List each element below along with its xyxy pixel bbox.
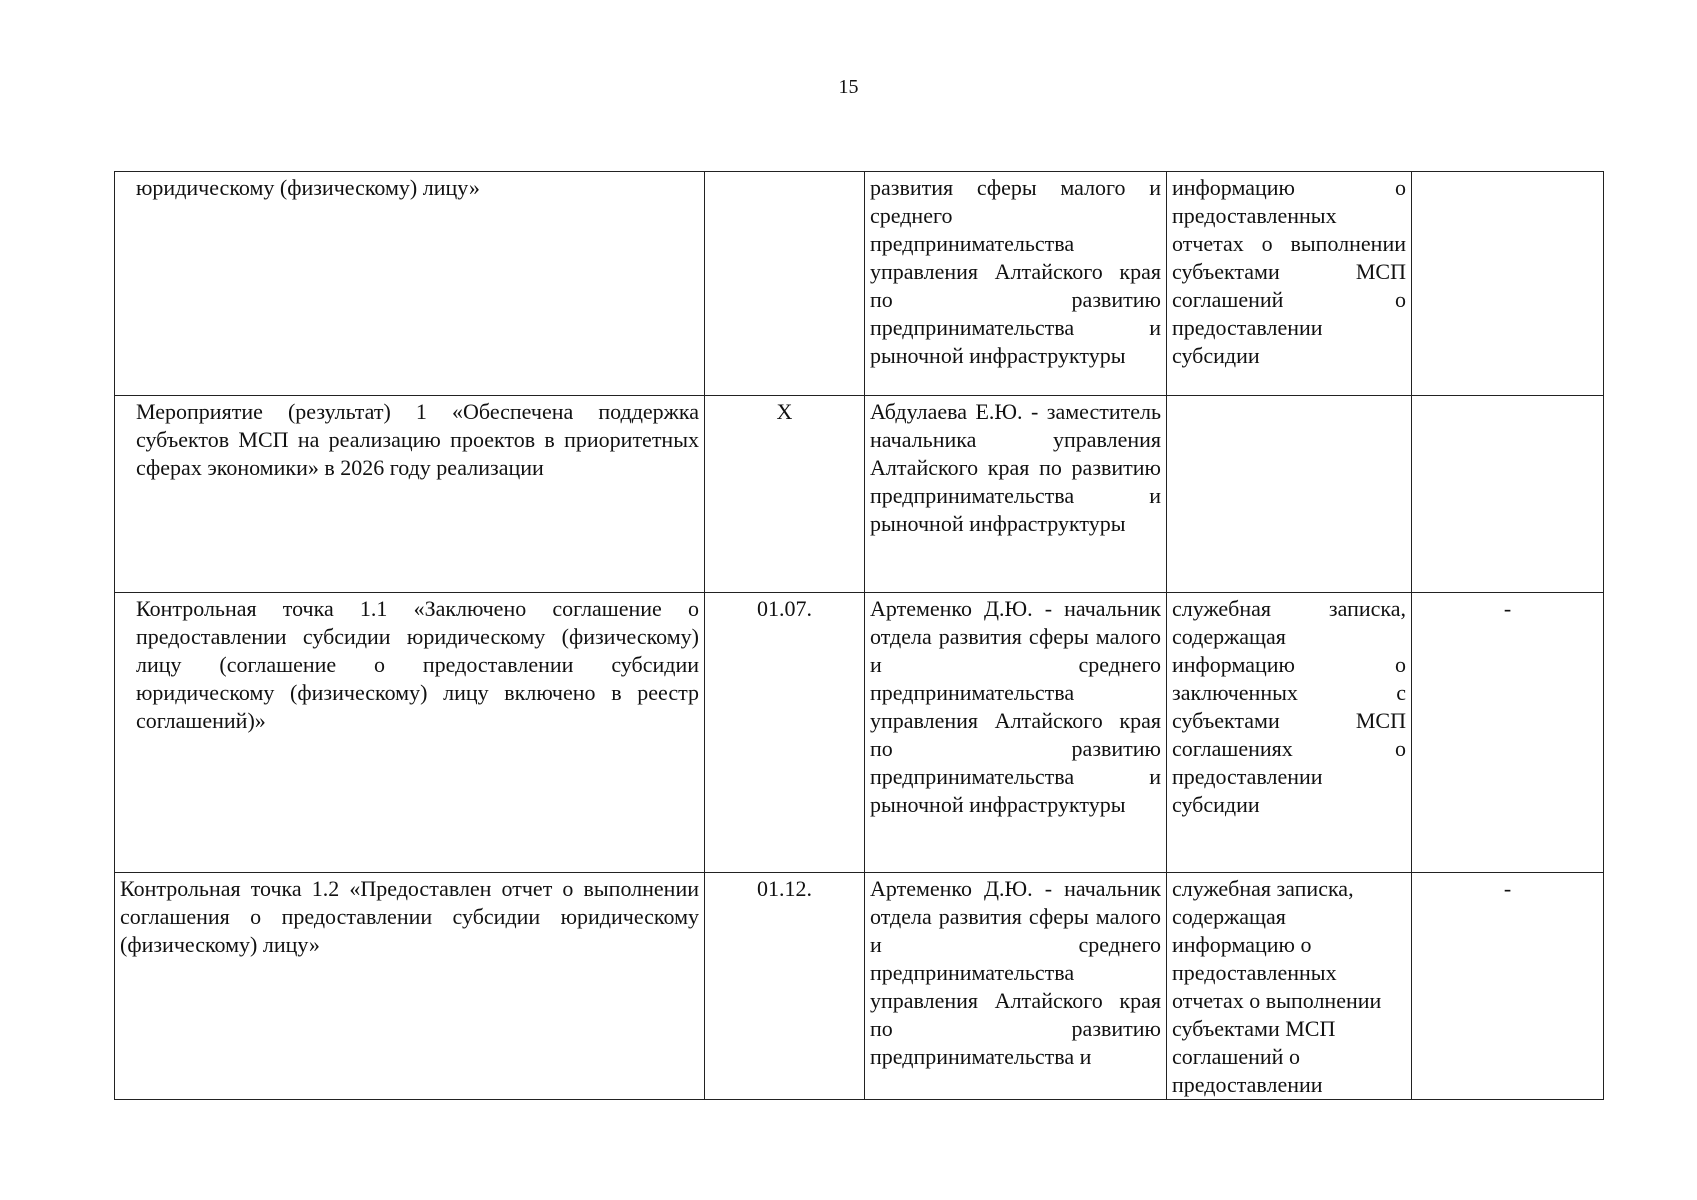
- document-cell: [1167, 593, 1412, 873]
- info-system-cell: [1412, 593, 1604, 873]
- event-name: Мероприятие (результат) 1 «Обеспечена поддержка субъектов МСП на реализацию проектов в приоритетных сферах экономики» в 2026 году реализации: [136, 399, 699, 480]
- page-number: 15: [838, 76, 859, 98]
- confirming-document: информацию о предоставленных отчетах о выполнении субъектами МСП соглашений о предоставлении субсидии: [1172, 175, 1406, 368]
- event-name-cell: [115, 396, 705, 593]
- event-name-cell: [115, 172, 705, 396]
- date-cell: [705, 873, 865, 1100]
- confirming-document: служебная записка, содержащая информацию о предоставленных отчетах о выполнении субъектами МСП соглашений о предоставлении: [1172, 876, 1382, 1097]
- responsible-cell: [865, 172, 1167, 396]
- event-name: юридическому (физическому) лицу»: [136, 175, 480, 200]
- event-date: 01.07.: [757, 596, 812, 621]
- event-name: Контрольная точка 1.1 «Заключено соглашение о предоставлении субсидии юридическому (физическому) лицу (соглашение о предоставлении субсидии юридическому (физическому) лицу включено в реестр соглашений)»: [136, 596, 699, 733]
- info-system-cell: [1412, 172, 1604, 396]
- info-system: -: [1503, 876, 1512, 901]
- info-system-cell: [1412, 396, 1604, 593]
- date-cell: [705, 172, 865, 396]
- info-system: -: [1503, 596, 1512, 621]
- event-date: X: [776, 399, 793, 424]
- info-system-cell: [1412, 873, 1604, 1100]
- event-name-cell: [115, 873, 705, 1100]
- event-date: 01.12.: [757, 876, 812, 901]
- date-cell: [705, 593, 865, 873]
- responsible-person: развития сферы малого и среднего предпринимательства управления Алтайского края по развитию предпринимательства и рыночной инфраструктуры: [870, 175, 1161, 368]
- document-cell: [1167, 172, 1412, 396]
- responsible-cell: [865, 593, 1167, 873]
- document-cell: [1167, 873, 1412, 1100]
- table-row: [115, 396, 1604, 593]
- table-row: [115, 172, 1604, 396]
- table-row: [115, 593, 1604, 873]
- event-name-cell: [115, 593, 705, 873]
- date-cell: [705, 396, 865, 593]
- responsible-person: Артеменко Д.Ю. - начальник отдела развития сферы малого и среднего предпринимательства управления Алтайского края по развитию предпринимательства и рыночной инфраструктуры: [870, 596, 1161, 817]
- table-row: [115, 873, 1604, 1100]
- control-points-table: [114, 171, 1604, 1100]
- responsible-cell: [865, 873, 1167, 1100]
- responsible-person: Абдулаева Е.Ю. - заместитель начальника управления Алтайского края по развитию предпринимательства и рыночной инфраструктуры: [870, 399, 1161, 536]
- document-cell: [1167, 396, 1412, 593]
- responsible-cell: [865, 396, 1167, 593]
- event-name: Контрольная точка 1.2 «Предоставлен отчет о выполнении соглашения о предоставлении субсидии юридическому (физическому) лицу»: [120, 876, 699, 957]
- confirming-document: служебная записка, содержащая информацию о заключенных с субъектами МСП соглашениях о предоставлении субсидии: [1172, 596, 1406, 817]
- responsible-person: Артеменко Д.Ю. - начальник отдела развития сферы малого и среднего предпринимательства управления Алтайского края по развитию предпринимательства и: [870, 876, 1161, 1069]
